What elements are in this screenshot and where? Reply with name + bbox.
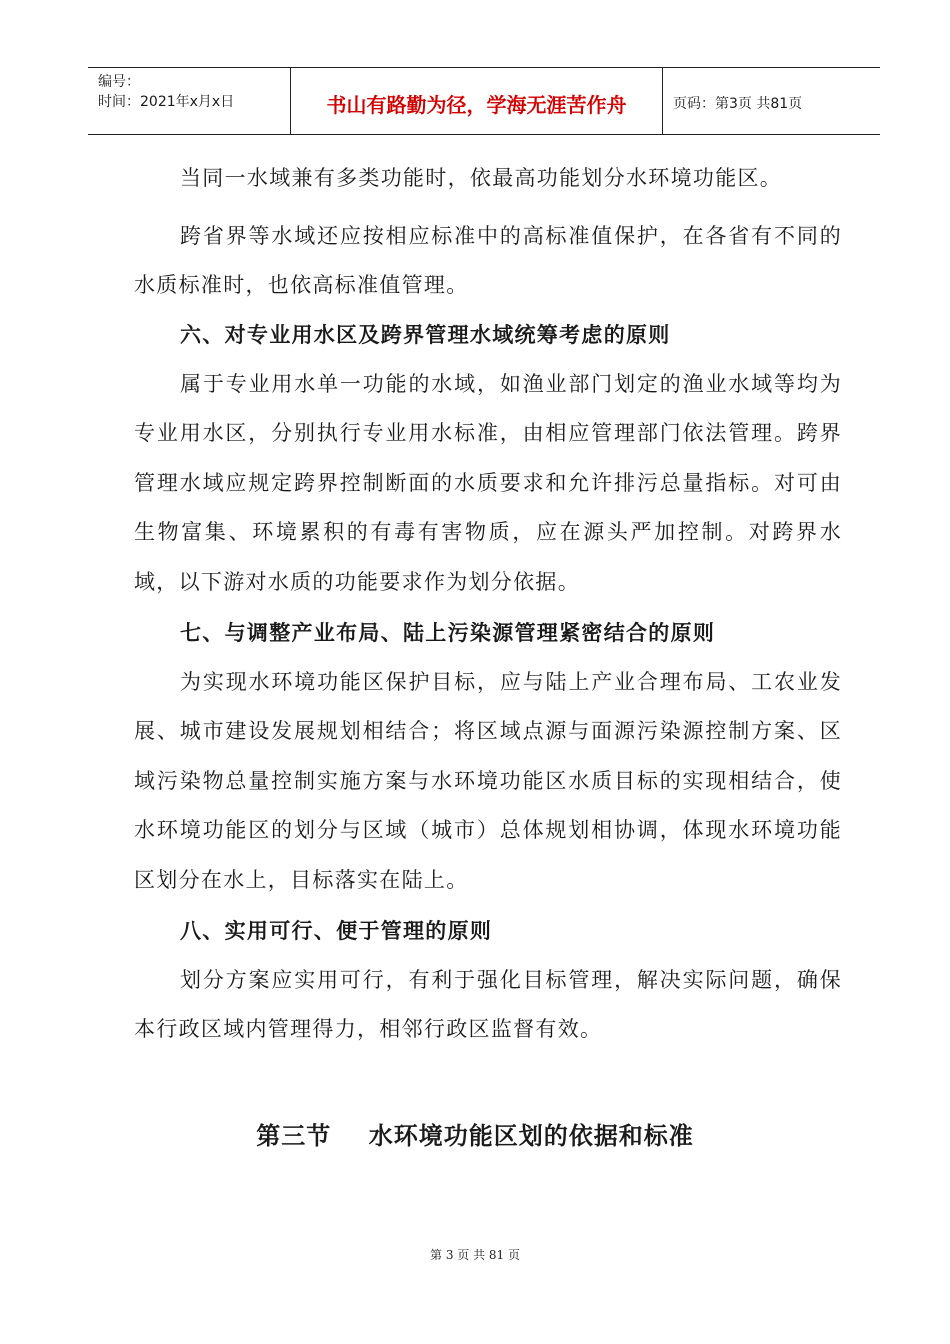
section-title: 第三节 水环境功能区划的依据和标准 — [256, 1122, 694, 1150]
section-heading-8: 八、实用可行、便于管理的原则 — [180, 918, 493, 943]
section-body-7: 为实现水环境功能区保护目标，应与陆上产业合理布局、工农业发展、城市建设发展规划相结合；将区域点源与面源污染源控制方案、区域污染物总量控制实施方案与水环境功能区水质目标的实现相结合，使水环境功能区的划分与区域（城市）总体规划相协调，体现水环境功能区划分在水上，目标落实在陆上。 — [134, 670, 842, 892]
serial-label: 编号： — [98, 74, 140, 90]
section-body-8: 划分方案应实用可行，有利于强化目标管理，解决实际问题，确保本行政区域内管理得力，相邻行政区监督有效。 — [134, 968, 842, 1042]
paragraph-1: 当同一水域兼有多类功能时，依最高功能划分水环境功能区。 — [180, 166, 783, 190]
header-meta — [88, 68, 291, 134]
page-header — [88, 67, 880, 135]
header-motto: 书山有路勤为径，学海无涯苦作舟 — [291, 68, 663, 134]
section-body-6: 属于专业用水单一功能的水域，如渔业部门划定的渔业水域等均为专业用水区，分别执行专业用水标准，由相应管理部门依法管理。跨界管理水域应规定跨界控制断面的水质要求和允许排污总量指标。对可由生物富集、环境累积的有毒有害物质，应在源头严加控制。对跨界水域，以下游对水质的功能要求作为划分依据。 — [134, 372, 842, 594]
header-page-info: 页码：第3页 共81页 — [673, 96, 803, 112]
section-heading-7: 七、与调整产业布局、陆上污染源管理紧密结合的原则 — [180, 620, 716, 645]
time-label: 时间：2021年x月x日 — [98, 94, 235, 110]
section-heading-6: 六、对专业用水区及跨界管理水域统筹考虑的原则 — [180, 322, 671, 347]
paragraph-2: 跨省界等水域还应按相应标准中的高标准值保护，在各省有不同的水质标准时，也依高标准值管理。 — [134, 224, 842, 298]
page-footer: 第 3 页 共 81 页 — [430, 1248, 520, 1262]
